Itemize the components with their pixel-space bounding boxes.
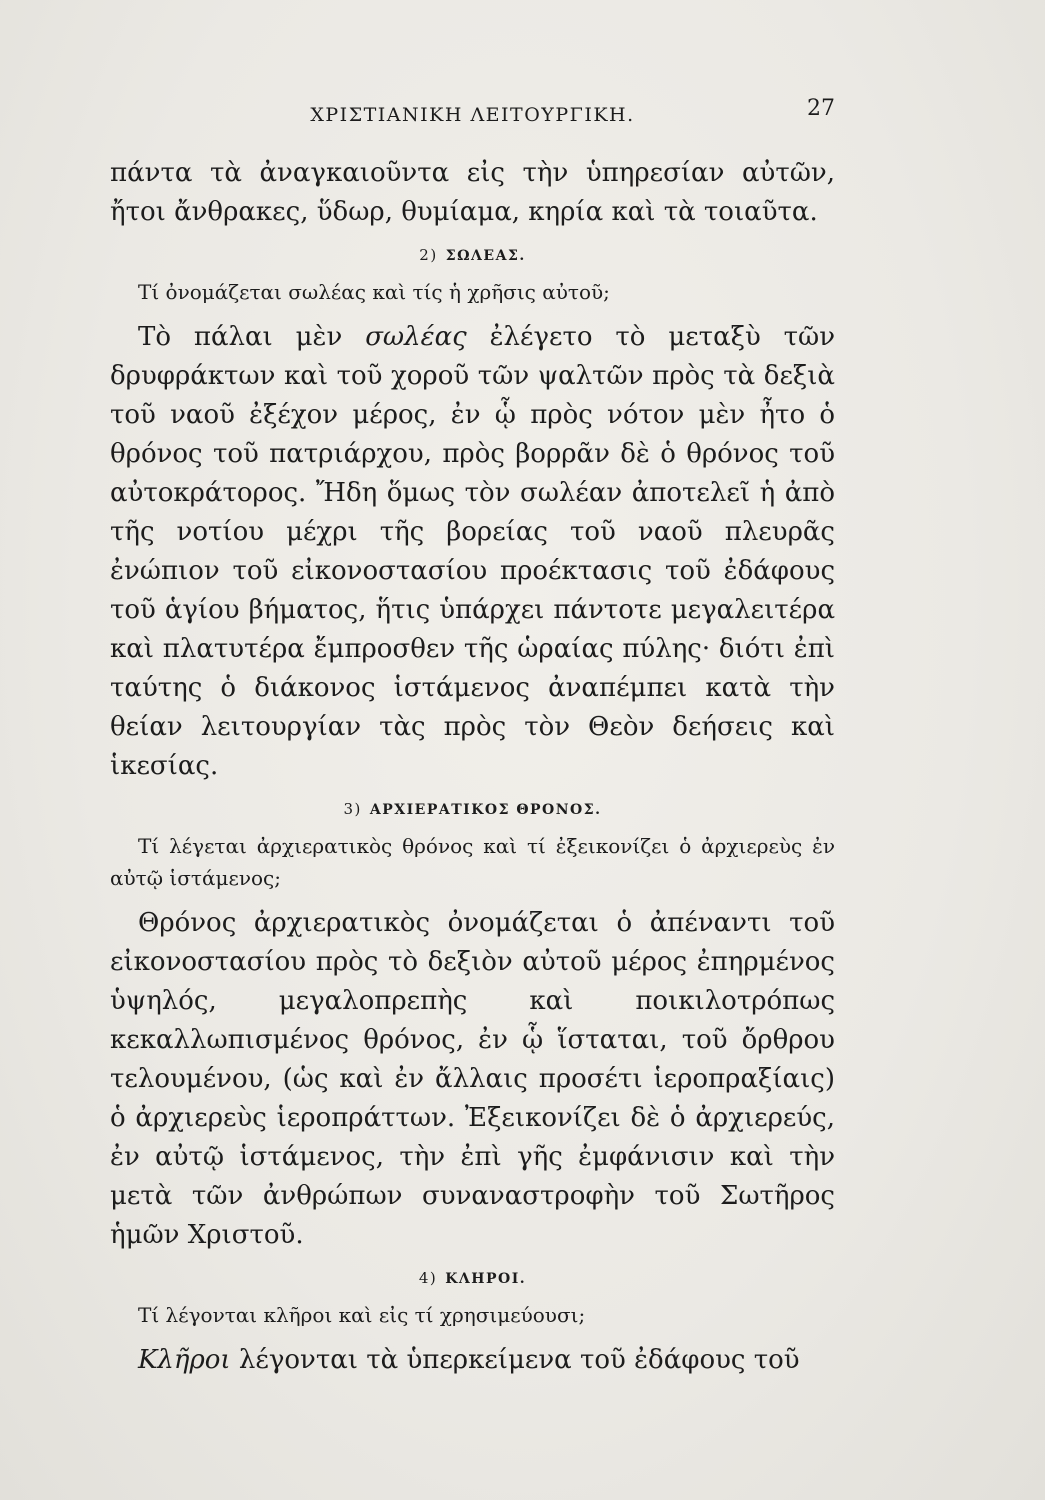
section-heading-throne: [110, 800, 835, 818]
section-title: ΣΩΛΕΑΣ.: [445, 248, 526, 264]
answer-term: σωλέας: [365, 322, 467, 352]
answer-kleroi: [110, 1341, 835, 1380]
running-title: ΧΡΙΣΤΙΑΝΙΚΗ ΛΕΙΤΟΥΡΓΙΚΗ.: [310, 104, 635, 126]
continuation-paragraph: πάντα τὰ ἀναγκαιοῦντα εἰς τὴν ὑπηρεσίαν αὐτῶν, ἤτοι ἄνθρακες, ὕδωρ, θυμίαμα, κηρία καὶ τὰ τοιαῦτα.: [110, 158, 835, 227]
section-number: 4): [418, 1269, 438, 1287]
answer-soleas: [110, 318, 835, 786]
section-title: ΚΛΗΡΟΙ.: [445, 1271, 527, 1287]
section-number: 2): [419, 246, 438, 264]
section-number: 3): [343, 800, 362, 818]
answer-rest: λέγονται τὰ ὑπερκείμενα τοῦ ἐδάφους τοῦ: [238, 1345, 800, 1375]
page-header: [110, 96, 835, 136]
answer-rest: ἐλέγετο τὸ μεταξὺ τῶν δρυφράκτων καὶ τοῦ χοροῦ τῶν ψαλτῶν πρὸς τὰ δεξιὰ τοῦ ναοῦ ἐξέχον μέρος, ἐν ᾧ πρὸς νότον μὲν ἦτο ὁ θρόνος τοῦ πατριάρχου, πρὸς βορρᾶν δὲ ὁ θρόνος τοῦ αὐτοκράτορος. Ἤδη ὅμως τὸν σωλέαν ἀποτελεῖ ἡ ἀπὸ τῆς νοτίου μέχρι τῆς βορείας τοῦ ναοῦ πλευρᾶς ἐνώπιον τοῦ εἰκονοστασίου προέκτασις τοῦ ἐδάφους τοῦ ἁγίου βήματος, ἥτις ὑπάρχει πάντοτε μεγαλειτέρα καὶ πλατυτέρα ἔμπροσθεν τῆς ὡραίας πύλης· διότι ἐπὶ ταύτης ὁ διάκονος ἱστάμενος ἀναπέμπει κατὰ τὴν θείαν λειτουργίαν τὰς πρὸς τὸν Θεὸν δεήσεις καὶ ἱκεσίας.: [110, 322, 836, 781]
question-soleas: Τί ὀνομάζεται σωλέας καὶ τίς ἡ χρῆσις αὐτοῦ;: [138, 280, 610, 304]
section-heading-kleroi: [110, 1269, 835, 1287]
answer-term: Κλῆροι: [138, 1345, 231, 1375]
question-kleroi: Τί λέγονται κλῆροι καὶ εἰς τί χρησιμεύουσι;: [138, 1303, 586, 1327]
answer-lead: Τὸ πάλαι μὲν: [138, 322, 343, 352]
page-number: 27: [807, 96, 835, 121]
answer-throne: Θρόνος ἀρχιερατικὸς ὀνομάζεται ὁ ἀπέναντι τοῦ εἰκονοστασίου πρὸς τὸ δεξιὸν αὐτοῦ μέρος ἐπηρμένος ὑψηλός, μεγαλοπρεπὴς καὶ ποικιλοτρόπως κεκαλλωπισμένος θρόνος, ἐν ᾧ ἵσταται, τοῦ ὄρθρου τελουμένου, (ὡς καὶ ἐν ἄλλαις προσέτι ἱεροπραξίαις) ὁ ἀρχιερεὺς ἱεροπράττων. Ἐξεικονίζει δὲ ὁ ἀρχιερεύς, ἐν αὐτῷ ἱστάμενος, τὴν ἐπὶ γῆς ἐμφάνισιν καὶ τὴν μετὰ τῶν ἀνθρώπων συναναστροφὴν τοῦ Σωτῆρος ἡμῶν Χριστοῦ.: [110, 908, 835, 1250]
page-content: [110, 96, 835, 1380]
question-throne: Τί λέγεται ἀρχιερατικὸς θρόνος καὶ τί ἐξεικονίζει ὁ ἀρχιερεὺς ἐν αὐτῷ ἱστάμενος;: [110, 834, 835, 890]
section-heading-soleas: [110, 246, 835, 264]
section-title: ΑΡΧΙΕΡΑΤΙΚΟΣ ΘΡΟΝΟΣ.: [369, 802, 602, 818]
